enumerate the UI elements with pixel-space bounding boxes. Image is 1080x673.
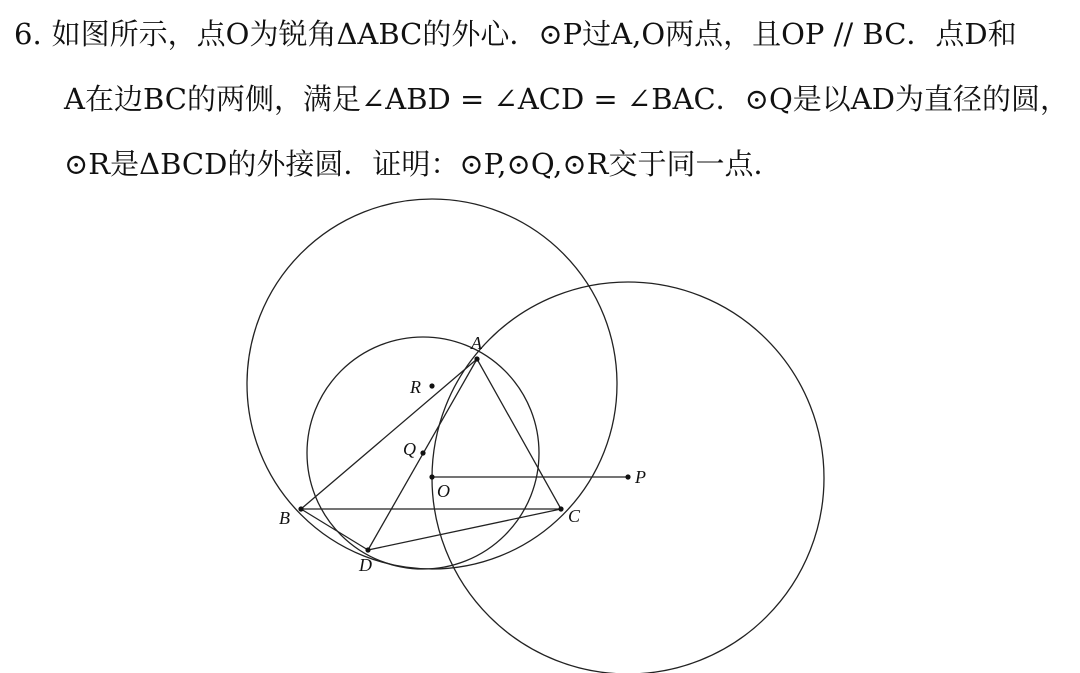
label-q: Q (403, 439, 416, 459)
problem-line-3: ⊙R是ΔBCD的外接圆．证明：⊙P,⊙Q,⊙R交于同一点． (64, 147, 783, 181)
point-q (420, 450, 425, 455)
point-a (474, 356, 479, 361)
problem-text-1: 如图所示，点O为锐角ΔABC的外心．⊙P过A,O两点，且OP // BC．点D和 (51, 17, 1017, 51)
segment-cd (368, 509, 561, 550)
point-b (298, 506, 303, 511)
point-p (625, 474, 630, 479)
point-d (365, 547, 370, 552)
point-r (429, 383, 434, 388)
label-o: O (437, 481, 450, 501)
label-c: C (568, 506, 581, 526)
problem-line-2: A在边BC的两侧，满足∠ABD = ∠ACD = ∠BAC．⊙Q是以AD为直径的圆， (64, 82, 1069, 116)
point-o (429, 474, 434, 479)
point-c (558, 506, 563, 511)
problem-number: 6. (14, 17, 42, 51)
label-r: R (410, 377, 421, 397)
label-b: B (279, 508, 290, 528)
label-p: P (635, 467, 646, 487)
label-d: D (359, 555, 372, 575)
triangle-abc (301, 359, 561, 509)
label-a: A (471, 333, 482, 353)
segment-bd (301, 509, 368, 550)
